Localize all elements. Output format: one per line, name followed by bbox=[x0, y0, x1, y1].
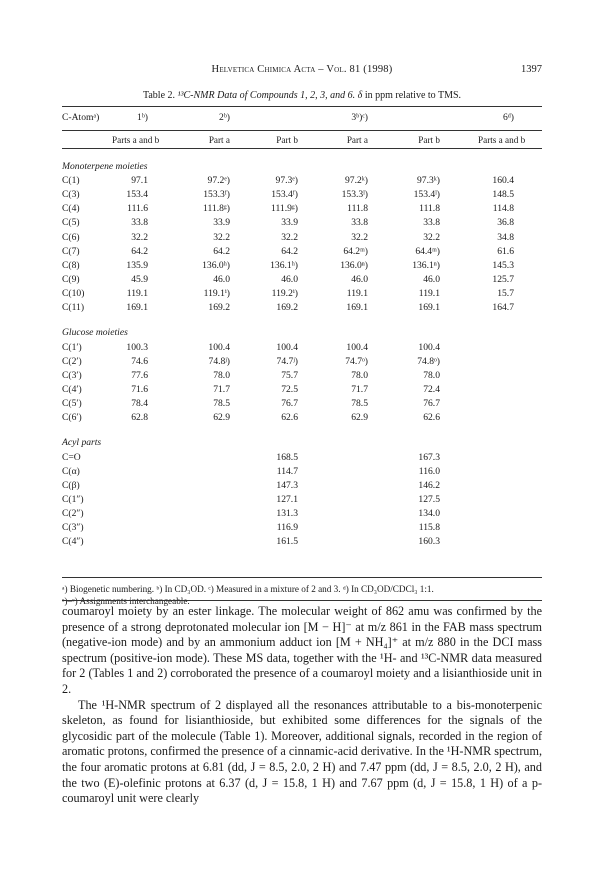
shift-value: 33.8 bbox=[131, 217, 148, 229]
carbon-label: C(3″) bbox=[62, 522, 84, 534]
table-subheader-row bbox=[62, 135, 542, 149]
shift-value: 146.2 bbox=[418, 479, 440, 491]
shift-value: 32.2 bbox=[281, 231, 298, 243]
shift-value: 119.2ⁱ) bbox=[271, 287, 298, 299]
shift-value: 78.5 bbox=[213, 397, 230, 409]
shift-value: 64.2ᵐ) bbox=[343, 245, 368, 257]
table-row bbox=[62, 522, 542, 536]
column-header: 3ᵇ)ᶜ) bbox=[351, 112, 368, 123]
shift-value: 46.0 bbox=[281, 273, 298, 285]
shift-value: 100.4 bbox=[346, 341, 368, 353]
footnote-line: ᵉ)–ᵒ) Assignments interchangeable. bbox=[62, 596, 190, 606]
shift-value: 167.3 bbox=[418, 451, 440, 463]
table-row bbox=[62, 412, 542, 426]
shift-value: 161.5 bbox=[276, 536, 298, 548]
shift-value: 78.0 bbox=[213, 369, 230, 381]
column-header: C-Atomᵃ) bbox=[62, 112, 100, 123]
carbon-label: C(3) bbox=[62, 189, 80, 201]
shift-value: 153.4 bbox=[126, 189, 148, 201]
carbon-label: C(α) bbox=[62, 465, 80, 477]
shift-value: 100.4 bbox=[208, 341, 230, 353]
shift-value: 127.1 bbox=[276, 493, 298, 505]
shift-value: 74.8ᵒ) bbox=[417, 355, 440, 367]
shift-value: 78.5 bbox=[351, 397, 368, 409]
shift-value: 114.8 bbox=[492, 203, 514, 215]
shift-value: 153.4ᶠ) bbox=[271, 189, 298, 201]
shift-value: 76.7 bbox=[423, 397, 440, 409]
shift-value: 111.8 bbox=[419, 203, 440, 215]
shift-value: 125.7 bbox=[492, 273, 514, 285]
shift-value: 32.2 bbox=[213, 231, 230, 243]
shift-value: 97.3ᵏ) bbox=[416, 175, 440, 187]
shift-value: 145.3 bbox=[492, 259, 514, 271]
table-row bbox=[62, 480, 542, 494]
table-row bbox=[62, 274, 542, 288]
table-bottom-rule bbox=[62, 577, 542, 578]
section-label: Monoterpene moieties bbox=[62, 161, 148, 172]
carbon-label: C(9) bbox=[62, 273, 80, 285]
shift-value: 45.9 bbox=[131, 273, 148, 285]
shift-value: 115.8 bbox=[418, 522, 440, 534]
shift-value: 153.4ˡ) bbox=[413, 189, 440, 201]
shift-value: 75.7 bbox=[281, 369, 298, 381]
shift-value: 32.2 bbox=[351, 231, 368, 243]
section-title bbox=[62, 161, 542, 175]
carbon-label: C(10) bbox=[62, 287, 85, 299]
table-caption bbox=[62, 90, 542, 101]
page-number: 1397 bbox=[521, 64, 542, 75]
shift-value: 78.4 bbox=[131, 397, 148, 409]
column-subheader: Part b bbox=[276, 135, 298, 145]
section-title bbox=[62, 437, 542, 451]
shift-value: 71.7 bbox=[213, 383, 230, 395]
footnote-line: ᵃ) Biogenetic numbering. ᵇ) In CD₃OD. ᶜ) Measured in a mixture of 2 and 3. ᵈ) In CD₃OD/CDCl₃ 1:1. bbox=[62, 584, 434, 594]
shift-value: 160.4 bbox=[492, 175, 514, 187]
column-subheader: Part b bbox=[418, 135, 440, 145]
shift-value: 119.1 bbox=[418, 287, 440, 299]
shift-value: 33.9 bbox=[213, 217, 230, 229]
shift-value: 136.0ʰ) bbox=[202, 259, 230, 271]
shift-value: 100.3 bbox=[126, 341, 148, 353]
carbon-label: C(5) bbox=[62, 217, 80, 229]
table-row bbox=[62, 302, 542, 316]
shift-value: 116.0 bbox=[418, 465, 440, 477]
shift-value: 111.9ᵍ) bbox=[271, 203, 298, 215]
shift-value: 134.0 bbox=[418, 507, 440, 519]
shift-value: 72.5 bbox=[281, 383, 298, 395]
shift-value: 169.2 bbox=[276, 302, 298, 313]
carbon-label: C(2″) bbox=[62, 507, 84, 519]
carbon-label: C(8) bbox=[62, 259, 80, 271]
header-rule bbox=[62, 130, 542, 131]
table-row bbox=[62, 175, 542, 189]
shift-value: 100.4 bbox=[418, 341, 440, 353]
shift-value: 135.9 bbox=[126, 259, 148, 271]
shift-value: 46.0 bbox=[423, 273, 440, 285]
shift-value: 153.3ᶠ) bbox=[203, 189, 230, 201]
section-label: Glucose moieties bbox=[62, 327, 128, 339]
shift-value: 64.2 bbox=[213, 245, 230, 257]
column-header: 6ᵈ) bbox=[503, 112, 514, 123]
column-subheader: Parts a and b bbox=[112, 135, 160, 145]
shift-value: 136.0ⁿ) bbox=[340, 259, 368, 271]
carbon-label: C(3′) bbox=[62, 369, 82, 381]
table-row bbox=[62, 232, 542, 246]
shift-value: 76.7 bbox=[281, 397, 298, 409]
shift-value: 32.2 bbox=[131, 231, 148, 243]
shift-value: 62.8 bbox=[131, 412, 148, 424]
shift-value: 111.8ᵍ) bbox=[203, 203, 230, 215]
shift-value: 97.1 bbox=[131, 175, 148, 187]
table-row bbox=[62, 452, 542, 466]
carbon-label: C(6′) bbox=[62, 412, 82, 424]
carbon-label: C(1) bbox=[62, 175, 80, 187]
table-top-rule bbox=[62, 106, 542, 107]
table-row bbox=[62, 370, 542, 384]
shift-value: 169.1 bbox=[346, 302, 368, 313]
shift-value: 32.2 bbox=[423, 231, 440, 243]
shift-value: 136.1ⁿ) bbox=[412, 259, 440, 271]
shift-value: 169.1 bbox=[418, 302, 440, 313]
carbon-label: C(2′) bbox=[62, 355, 82, 367]
shift-value: 119.1 bbox=[126, 287, 148, 299]
shift-value: 64.4ᵐ) bbox=[415, 245, 440, 257]
table-header-row bbox=[62, 112, 542, 126]
article-body bbox=[62, 604, 542, 807]
table-row bbox=[62, 356, 542, 370]
carbon-label: C(6) bbox=[62, 231, 80, 243]
table-row bbox=[62, 508, 542, 522]
shift-value: 164.7 bbox=[492, 302, 514, 313]
table-row bbox=[62, 398, 542, 412]
body-paragraph: coumaroyl moiety by an ester linkage. The molecular weight of 862 amu was confirmed by the presence of a strong deprotonated molecular ion [M − H]⁻ at m/z 861 in the FAB mass spectrum (negative-ion mode) and by an ammonium adduct ion [M + NH₄]⁺ at m/z 880 in the DCI mass spectrum (positive-ion mode). These MS data, together with the ¹H- and ¹³C-NMR data measured for 2 (Tables 1 and 2) corroborated the presence of a coumaroyl moiety and a lisianthioside unit in 2. bbox=[62, 604, 542, 696]
journal-title: Helvetica Chimica Acta – Vol. 81 (1998) bbox=[211, 64, 393, 75]
column-header: 1ᵇ) bbox=[137, 112, 148, 123]
column-subheader: Part a bbox=[208, 135, 230, 145]
shift-value: 33.9 bbox=[281, 217, 298, 229]
table-row bbox=[62, 494, 542, 508]
subheader-rule bbox=[62, 148, 542, 149]
shift-value: 97.2ᵉ) bbox=[207, 175, 230, 187]
shift-value: 33.8 bbox=[423, 217, 440, 229]
shift-value: 160.3 bbox=[418, 536, 440, 548]
shift-value: 71.7 bbox=[351, 383, 368, 395]
shift-value: 62.6 bbox=[423, 412, 440, 424]
table-row bbox=[62, 342, 542, 356]
shift-value: 74.7ᵒ) bbox=[345, 355, 368, 367]
carbon-label: C(7) bbox=[62, 245, 80, 257]
carbon-label: C(4′) bbox=[62, 383, 82, 395]
shift-value: 169.1 bbox=[126, 302, 148, 313]
shift-value: 169.2 bbox=[208, 302, 230, 313]
table-row bbox=[62, 384, 542, 398]
shift-value: 33.8 bbox=[351, 217, 368, 229]
shift-value: 168.5 bbox=[276, 451, 298, 463]
shift-value: 136.1ʰ) bbox=[270, 259, 298, 271]
shift-value: 78.0 bbox=[351, 369, 368, 381]
shift-value: 72.4 bbox=[423, 383, 440, 395]
shift-value: 15.7 bbox=[497, 287, 514, 299]
shift-value: 78.0 bbox=[423, 369, 440, 381]
caption-prefix: Table 2. bbox=[142, 90, 178, 101]
section-label: Acyl parts bbox=[62, 437, 102, 449]
shift-value: 111.8 bbox=[347, 203, 368, 215]
shift-value: 116.9 bbox=[276, 522, 298, 534]
shift-value: 62.9 bbox=[351, 412, 368, 424]
shift-value: 64.2 bbox=[131, 245, 148, 257]
shift-value: 64.2 bbox=[281, 245, 298, 257]
shift-value: 36.8 bbox=[497, 217, 514, 229]
shift-value: 97.3ᵉ) bbox=[275, 175, 298, 187]
caption-suffix: in ppm relative to TMS. bbox=[362, 90, 462, 101]
table-row bbox=[62, 246, 542, 260]
carbon-label: C(β) bbox=[62, 479, 80, 491]
table-row bbox=[62, 536, 542, 550]
carbon-label: C(1′) bbox=[62, 341, 82, 353]
shift-value: 77.6 bbox=[131, 369, 148, 381]
table-row bbox=[62, 189, 542, 203]
shift-value: 119.1ⁱ) bbox=[203, 287, 230, 299]
body-paragraph: The ¹H-NMR spectrum of 2 displayed all the resonances attributable to a bis-monoterpenic skeleton, as found for lisianthioside, but exhibited some differences for the signals of the glycosidic part of the molecule (Table 1). Moreover, additional signals, recorded in the region of aromatic protons, confirmed the presence of a cinnamic-acid derivative. In the ¹H-NMR spectrum, the four aromatic protons at 6.81 (dd, J = 8.5, 2.0, 2 H) and 7.47 ppm (dd, J = 8.5, 2.0, 2 H), and the two (E)-olefinic protons at 6.37 (d, J = 15.8, 1 H) and 7.67 ppm (d, J = 15.8, 1 H) of a p-coumaroyl unit were clearly bbox=[62, 697, 542, 806]
shift-value: 148.5 bbox=[492, 189, 514, 201]
shift-value: 74.7ʲ) bbox=[276, 355, 298, 367]
shift-value: 74.8ʲ) bbox=[208, 355, 230, 367]
carbon-label: C(4″) bbox=[62, 536, 84, 548]
shift-value: 100.4 bbox=[276, 341, 298, 353]
section-title bbox=[62, 327, 542, 341]
table-row bbox=[62, 217, 542, 231]
shift-value: 111.6 bbox=[127, 203, 148, 215]
table-row bbox=[62, 260, 542, 274]
table-row bbox=[62, 203, 542, 217]
caption-title: ¹³C-NMR Data of Compounds 1, 2, 3, and 6. δ bbox=[177, 90, 363, 101]
footnote-rule bbox=[62, 600, 542, 601]
shift-value: 34.8 bbox=[497, 231, 514, 243]
shift-value: 62.9 bbox=[213, 412, 230, 424]
shift-value: 62.6 bbox=[281, 412, 298, 424]
table-row bbox=[62, 466, 542, 480]
shift-value: 97.2ᵏ) bbox=[344, 175, 368, 187]
column-subheader: Part a bbox=[346, 135, 368, 145]
shift-value: 153.3ˡ) bbox=[341, 189, 368, 201]
carbon-label: C(1″) bbox=[62, 493, 84, 505]
shift-value: 119.1 bbox=[346, 287, 368, 299]
column-header: 2ᵇ) bbox=[219, 112, 230, 123]
shift-value: 61.6 bbox=[497, 245, 514, 257]
carbon-label: C(5′) bbox=[62, 397, 82, 409]
shift-value: 131.3 bbox=[276, 507, 298, 519]
column-subheader: Parts a and b bbox=[478, 135, 526, 145]
shift-value: 147.3 bbox=[276, 479, 298, 491]
shift-value: 46.0 bbox=[351, 273, 368, 285]
table-row bbox=[62, 288, 542, 302]
carbon-label: C(11) bbox=[62, 302, 85, 313]
shift-value: 127.5 bbox=[418, 493, 440, 505]
shift-value: 114.7 bbox=[276, 465, 298, 477]
carbon-label: C=O bbox=[62, 451, 81, 463]
carbon-label: C(4) bbox=[62, 203, 80, 215]
shift-value: 71.6 bbox=[131, 383, 148, 395]
shift-value: 46.0 bbox=[213, 273, 230, 285]
shift-value: 74.6 bbox=[131, 355, 148, 367]
